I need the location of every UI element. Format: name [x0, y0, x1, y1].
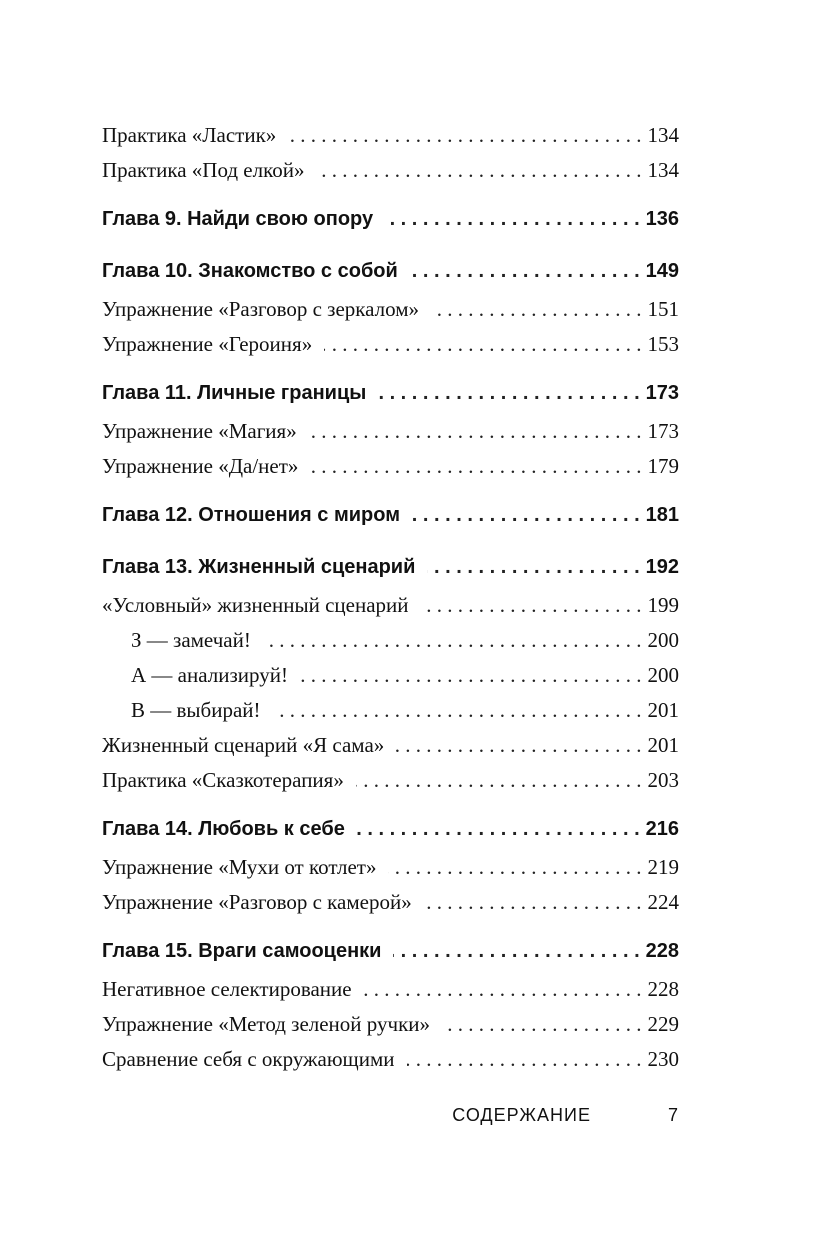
toc-entry [102, 593, 679, 628]
toc-entry-page: 151 [647, 297, 679, 321]
toc-subentry [102, 698, 679, 733]
table-of-contents [102, 123, 679, 1082]
toc-chapter [102, 940, 679, 977]
toc-entry-title: Упражнение «Да/нет» [102, 454, 299, 478]
toc-entry-title: Упражнение «Магия» [102, 419, 297, 443]
toc-chapter [102, 504, 679, 541]
toc-entry-page: 134 [647, 158, 679, 182]
leader-dots [424, 890, 642, 915]
toc-entry-page: 173 [647, 419, 679, 443]
toc-chapter-title: Глава 9. Найди свою опору [102, 208, 374, 230]
leader-dots [273, 698, 642, 723]
leader-dots [412, 504, 640, 527]
toc-entry-page: 134 [647, 123, 679, 147]
toc-entry-page: 199 [647, 593, 679, 617]
toc-entry-title: Практика «Под елкой» [102, 158, 305, 182]
toc-entry-title: Упражнение «Мухи от котлет» [102, 855, 377, 879]
toc-chapter [102, 260, 679, 297]
toc-entry-title: Сравнение себя с окружающими [102, 1047, 395, 1071]
toc-entry-page: 200 [647, 663, 679, 687]
leader-dots [427, 556, 639, 579]
toc-entry-page: 203 [647, 768, 679, 792]
toc-subentry [102, 628, 679, 663]
toc-chapter-title: Глава 12. Отношения с миром [102, 504, 401, 526]
toc-entry [102, 297, 679, 332]
toc-chapter-title: Глава 11. Личные границы [102, 382, 367, 404]
toc-entry-page: 219 [647, 855, 679, 879]
page-number: 7 [667, 1105, 679, 1125]
toc-entry-page: 201 [647, 733, 679, 757]
toc-entry-title: Упражнение «Метод зеленой ручки» [102, 1012, 431, 1036]
leader-dots [410, 260, 640, 283]
toc-entry-title: А — анализируй! [131, 663, 288, 687]
toc-chapter-page: 173 [645, 382, 679, 404]
toc-entry [102, 855, 679, 890]
leader-dots [431, 297, 641, 322]
toc-entry-title: З — замечай! [131, 628, 251, 652]
toc-chapter [102, 818, 679, 855]
toc-chapter-page: 192 [645, 556, 679, 578]
toc-chapter-page: 216 [645, 818, 679, 840]
toc-entry [102, 332, 679, 367]
toc-chapter-title: Глава 10. Знакомство с собой [102, 260, 398, 282]
leader-dots [300, 663, 642, 688]
toc-entry-page: 224 [647, 890, 679, 914]
toc-entry-title: Упражнение «Разговор с зеркалом» [102, 297, 420, 321]
toc-chapter [102, 382, 679, 419]
toc-entry [102, 123, 679, 158]
toc-entry-title: Негативное селектирование [102, 977, 352, 1001]
toc-entry-title: «Условный» жизненный сценарий [102, 593, 409, 617]
leader-dots [385, 208, 640, 231]
leader-dots [357, 818, 640, 841]
toc-subentry [102, 663, 679, 698]
toc-entry-title: Практика «Сказкотерапия» [102, 768, 344, 792]
leader-dots [388, 855, 641, 880]
toc-entry-page: 229 [647, 1012, 679, 1036]
toc-entry [102, 977, 679, 1012]
toc-entry [102, 419, 679, 454]
toc-entry-title: В — выбирай! [131, 698, 261, 722]
toc-entry-page: 201 [647, 698, 679, 722]
toc-entry-title: Жизненный сценарий «Я сама» [102, 733, 385, 757]
leader-dots [396, 733, 641, 758]
running-header-section: СОДЕРЖАНИЕ [452, 1105, 591, 1125]
toc-chapter [102, 208, 679, 245]
toc-entry [102, 768, 679, 803]
toc-chapter-title: Глава 13. Жизненный сценарий [102, 556, 416, 578]
leader-dots [442, 1012, 641, 1037]
toc-chapter-title: Глава 15. Враги самооценки [102, 940, 382, 962]
leader-dots [393, 940, 639, 963]
toc-entry-title: Практика «Ластик» [102, 123, 277, 147]
toc-entry [102, 1012, 679, 1047]
toc-entry-title: Упражнение «Героиня» [102, 332, 313, 356]
leader-dots [356, 768, 642, 793]
toc-entry [102, 733, 679, 768]
toc-entry [102, 1047, 679, 1082]
toc-chapter [102, 556, 679, 593]
leader-dots [324, 332, 641, 357]
leader-dots [407, 1047, 642, 1072]
toc-entry-title: Упражнение «Разговор с камерой» [102, 890, 412, 914]
leader-dots [288, 123, 641, 148]
toc-entry-page: 230 [647, 1047, 679, 1071]
toc-entry [102, 158, 679, 193]
toc-chapter-page: 228 [645, 940, 679, 962]
leader-dots [421, 593, 642, 618]
toc-entry-page: 179 [647, 454, 679, 478]
leader-dots [364, 977, 642, 1002]
toc-chapter-title: Глава 14. Любовь к себе [102, 818, 345, 840]
toc-chapter-page: 149 [645, 260, 679, 282]
toc-chapter-page: 181 [645, 504, 679, 526]
toc-entry-page: 228 [647, 977, 679, 1001]
toc-entry [102, 890, 679, 925]
leader-dots [310, 454, 641, 479]
toc-entry-page: 200 [647, 628, 679, 652]
toc-entry-page: 153 [647, 332, 679, 356]
leader-dots [316, 158, 641, 183]
toc-entry [102, 454, 679, 489]
toc-chapter-page: 136 [645, 208, 679, 230]
leader-dots [309, 419, 642, 444]
leader-dots [378, 382, 639, 405]
leader-dots [263, 628, 642, 653]
